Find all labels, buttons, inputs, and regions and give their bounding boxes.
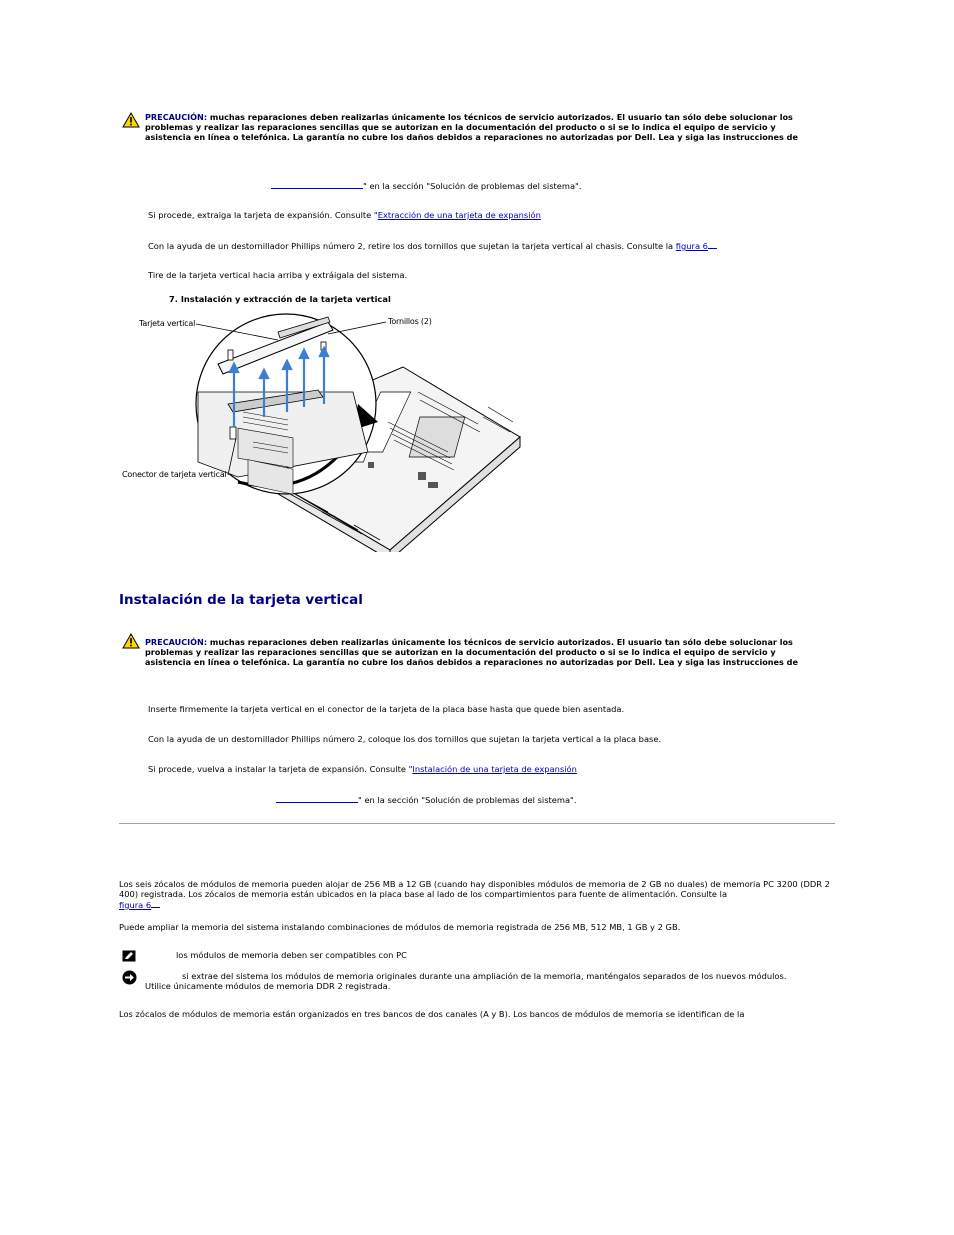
section-title: Instalación de la tarjeta vertical bbox=[119, 592, 363, 608]
caution-notice-2 bbox=[145, 637, 820, 667]
riser-illustration bbox=[118, 312, 528, 552]
step-4 bbox=[148, 270, 407, 280]
label-screws: Tornillos (2) bbox=[388, 317, 432, 326]
memory-p1-text: Los seis zócalos de módulos de memoria pueden alojar de 256 MB a 12 GB (cuando hay disponibles módulos de memoria de 2 GB no duales) de memoria PC 3200 (DDR 2 400) registrada. Los zócalos de memoria están ubicados en la placa base al lado de los compartimientos para fuente de alimentación. Consulte la bbox=[119, 879, 830, 899]
caution-text: muchas reparaciones deben realizarlas únicamente los técnicos de servicio autorizados. El usuario tan sólo debe solucionar los problemas y realizar las reparaciones sencillas que se autorizan en la documentación del producto o si se lo indica el equipo de servicio y asistencia en línea o telefónica. La garantía no cubre los daños debidos a reparaciones no autorizadas por Dell. Lea y siga las instrucciones de bbox=[145, 637, 798, 667]
figure-caption: 7. Instalación y extracción de la tarjeta vertical bbox=[169, 294, 391, 304]
caution-icon bbox=[122, 112, 140, 128]
memory-paragraph-2: Puede ampliar la memoria del sistema instalando combinaciones de módulos de memoria registrada de 256 MB, 512 MB, 1 GB y 2 GB. bbox=[119, 922, 681, 932]
step-2-text: Si procede, extraiga la tarjeta de expansión. Consulte " bbox=[148, 210, 378, 220]
install-expansion-card-link[interactable]: Instalación de una tarjeta de expansión bbox=[412, 764, 577, 774]
memory-note: los módulos de memoria deben ser compatibles con PC bbox=[176, 950, 407, 960]
step-3 bbox=[148, 240, 717, 251]
memory-notice-text: si extrae del sistema los módulos de memoria originales durante una ampliación de la memoria, manténgalos separados de los nuevos módulos. Utilice únicamente módulos de memoria DDR 2 registrada. bbox=[145, 971, 787, 991]
section-divider bbox=[119, 823, 835, 824]
blank-link[interactable] bbox=[276, 794, 358, 803]
note-icon bbox=[122, 950, 136, 962]
memory-notice bbox=[145, 971, 805, 991]
memory-paragraph-1 bbox=[119, 879, 835, 910]
install-step-2: Con la ayuda de un destornillador Phillips número 2, coloque los dos tornillos que sujetan la tarjeta vertical a la placa base. bbox=[148, 734, 662, 744]
caution-icon bbox=[122, 633, 140, 649]
caution-text: muchas reparaciones deben realizarlas únicamente los técnicos de servicio autorizados. El usuario tan sólo debe solucionar los problemas y realizar las reparaciones sencillas que se autorizan en la documentación del producto o si se lo indica el equipo de servicio y asistencia en línea o telefónica. La garantía no cubre los daños debidos a reparaciones no autorizadas por Dell. Lea y siga las instrucciones de bbox=[145, 112, 798, 142]
figure-6-link[interactable]: figura 6 bbox=[675, 241, 708, 251]
install-step-3-text: Si procede, vuelva a instalar la tarjeta de expansión. Consulte " bbox=[148, 764, 413, 774]
caution-label: PRECAUCIÓN: bbox=[145, 112, 208, 122]
label-riser-connector: Conector de tarjeta vertical bbox=[122, 470, 227, 479]
install-step-1: Inserte firmemente la tarjeta vertical en el conector de la tarjeta de la placa base hasta que quede bien asentada. bbox=[148, 704, 625, 714]
notice-icon bbox=[122, 970, 137, 985]
caution-label: PRECAUCIÓN: bbox=[145, 637, 208, 647]
install-step-3 bbox=[148, 764, 577, 774]
step-2 bbox=[148, 210, 541, 220]
install-step-4 bbox=[276, 794, 577, 805]
remove-expansion-card-link[interactable]: Extracción de una tarjeta de expansión bbox=[377, 210, 541, 220]
step-1 bbox=[271, 180, 582, 191]
caution-notice-1 bbox=[145, 112, 820, 142]
step-3-text: Con la ayuda de un destornillador Phillips número 2, retire los dos tornillos que sujetan la tarjeta vertical al chasis. Consulte la bbox=[148, 241, 676, 251]
riser-card-figure bbox=[118, 312, 528, 552]
blank-link[interactable] bbox=[271, 180, 363, 189]
memory-paragraph-3: Los zócalos de módulos de memoria están organizados en tres bancos de dos canales (A y B). Los bancos de módulos de memoria se identifican de la bbox=[119, 1009, 745, 1019]
step-4-text: Tire de la tarjeta vertical hacia arriba y extráigala del sistema. bbox=[148, 270, 408, 280]
install-step-4-text: " en la sección "Solución de problemas del sistema". bbox=[358, 795, 577, 805]
label-riser-card: Tarjeta vertical bbox=[139, 319, 196, 328]
figure-6-link[interactable]: figura 6 bbox=[119, 900, 152, 910]
step-1-text: " en la sección "Solución de problemas del sistema". bbox=[363, 181, 582, 191]
